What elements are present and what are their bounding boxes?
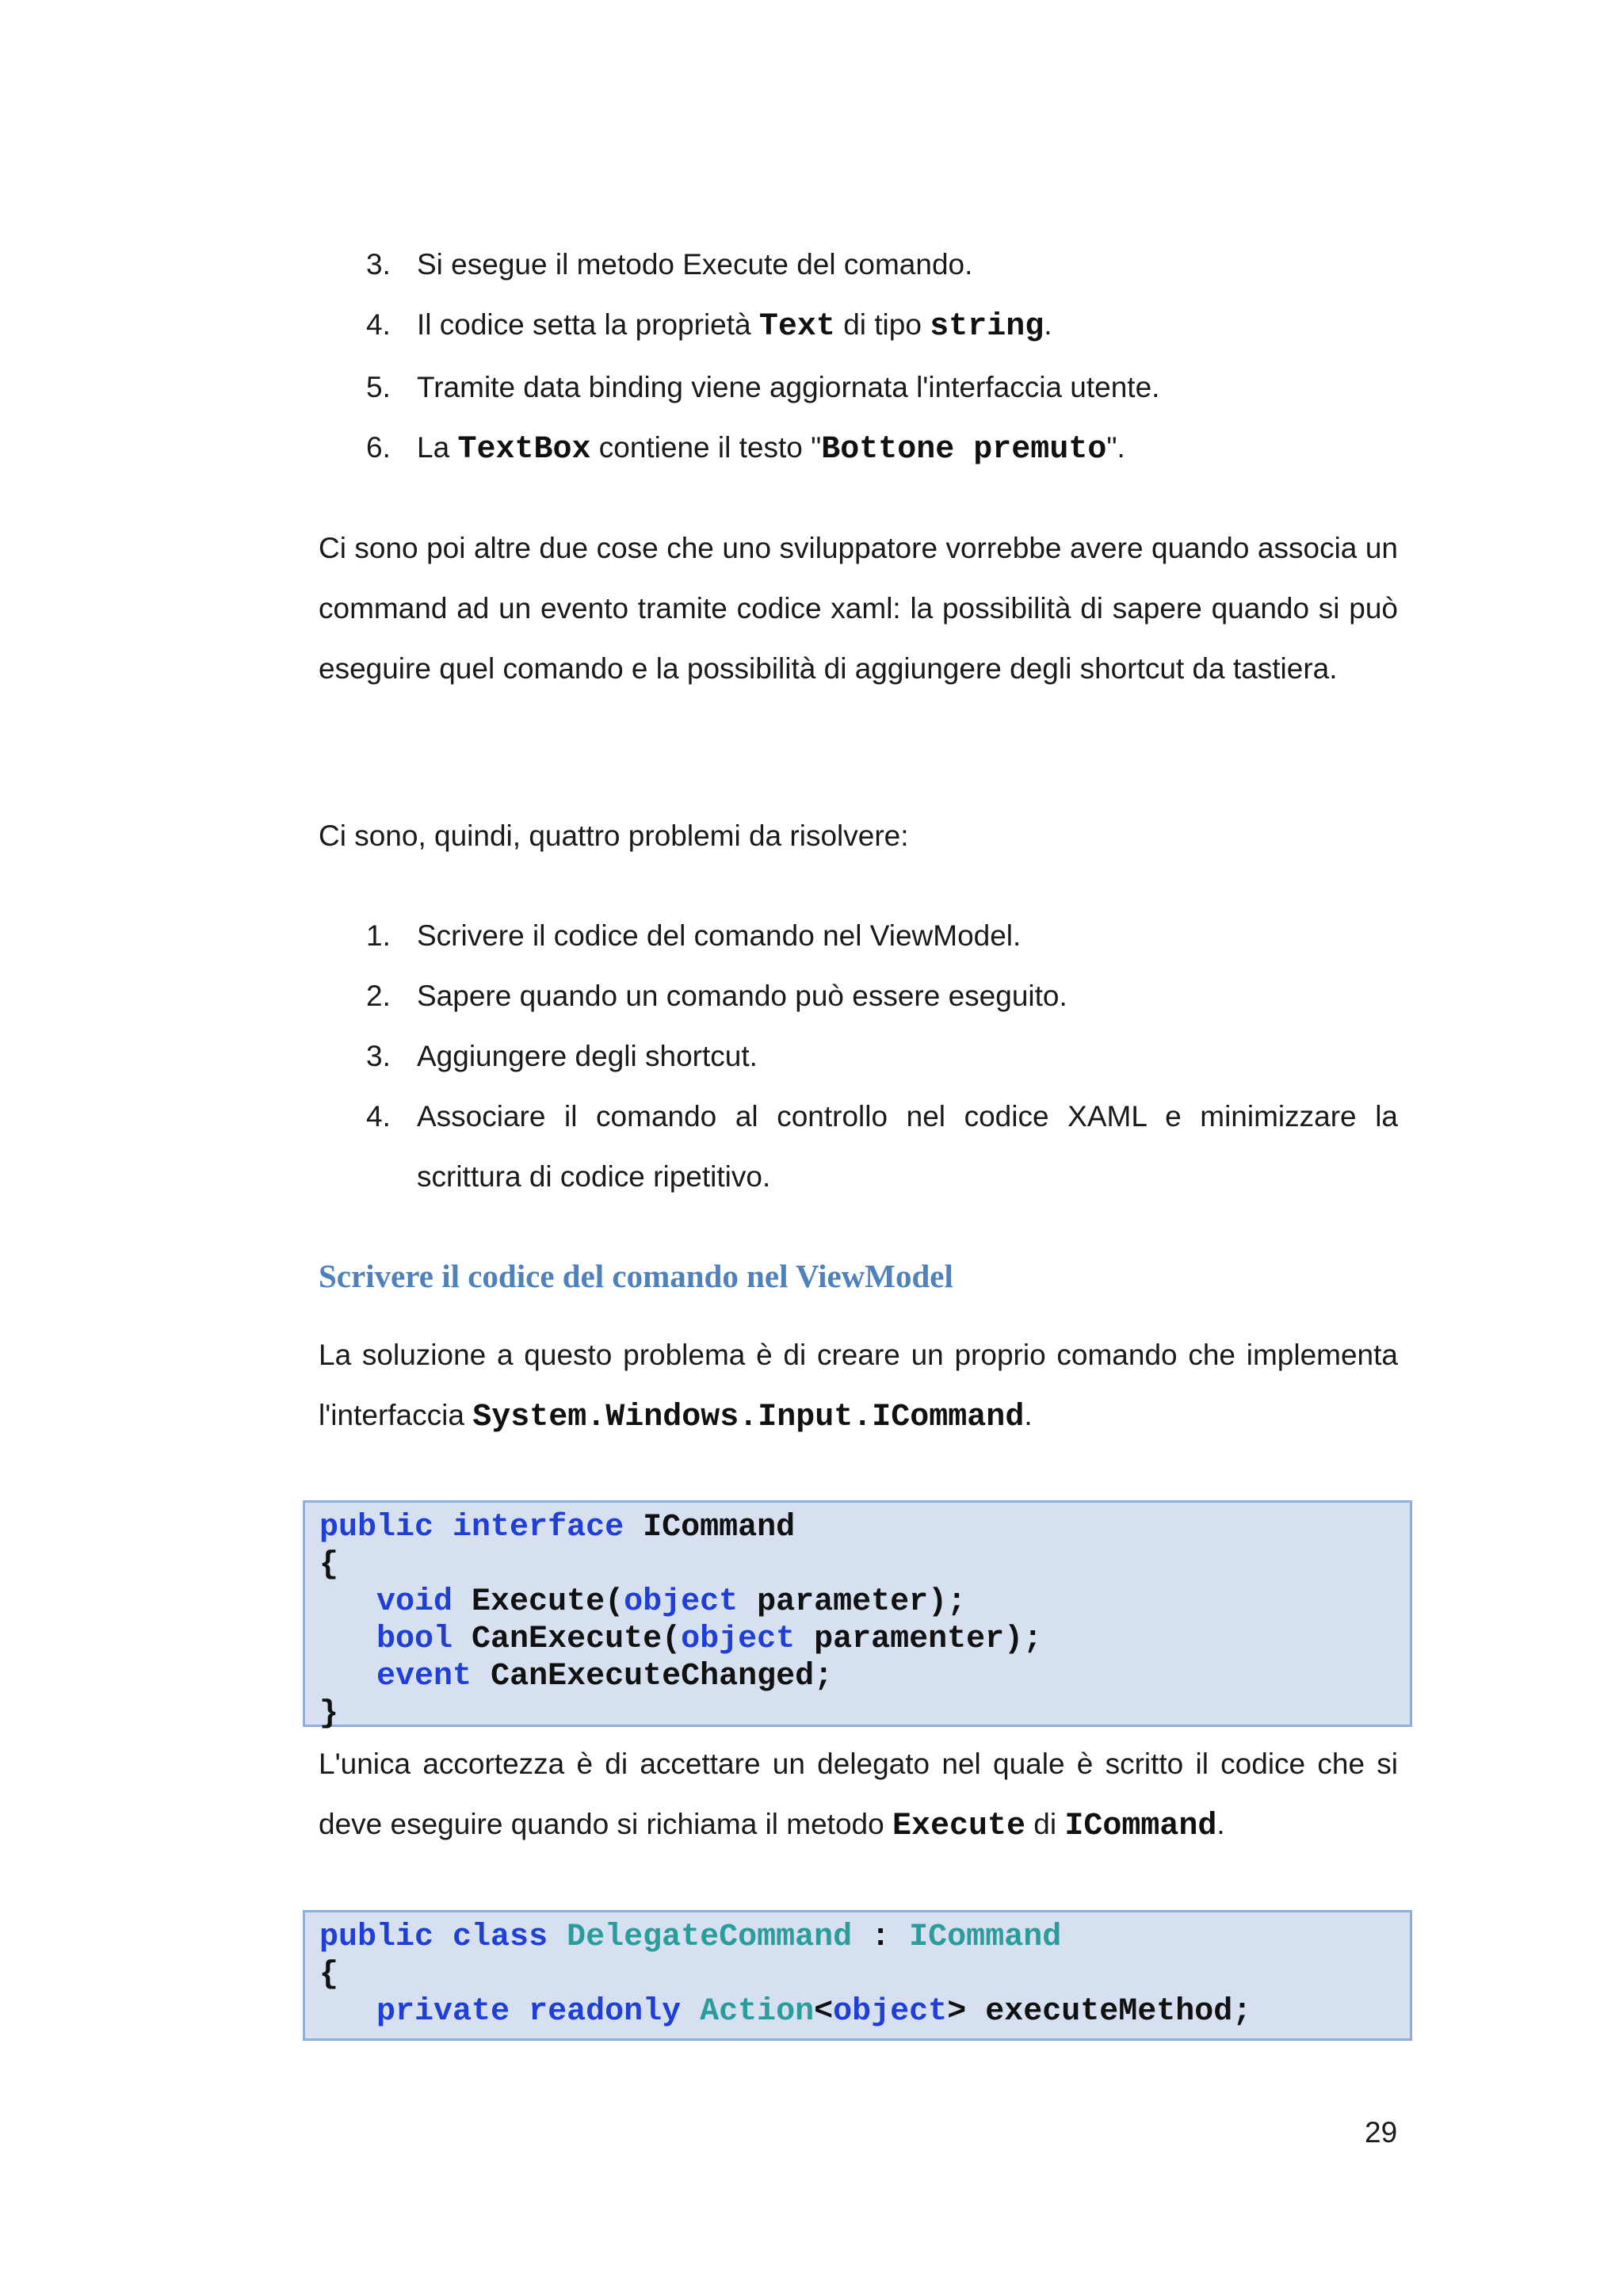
list-item xyxy=(319,235,1398,295)
list-text: di tipo xyxy=(834,308,930,341)
code-keyword: public xyxy=(319,1510,434,1545)
list-number: 4. xyxy=(366,308,391,341)
code-keyword: public xyxy=(319,1920,434,1955)
code-keyword: object xyxy=(833,1994,948,2030)
code-keyword: readonly xyxy=(529,1994,682,2030)
list-number: 4. xyxy=(366,1100,391,1133)
steps-list xyxy=(319,235,1398,480)
code-keyword: class xyxy=(453,1920,548,1955)
list-text: Associare il comando al controllo nel codice XAML e minimizzare la scrittura di codice ripetitivo. xyxy=(417,1100,1398,1193)
code-punctuation: : xyxy=(852,1920,910,1955)
problems-list xyxy=(319,906,1398,1207)
list-item xyxy=(319,418,1398,480)
code-keyword: void xyxy=(376,1584,453,1620)
paragraph-text: . xyxy=(1216,1808,1225,1840)
code-block xyxy=(303,1500,1412,1732)
code-identifier: paramenter); xyxy=(795,1622,1043,1657)
inline-code: System.Windows.Input.ICommand xyxy=(472,1400,1025,1435)
list-number: 6. xyxy=(366,431,391,464)
code-line: { xyxy=(319,1957,339,1992)
code-keyword: bool xyxy=(376,1622,453,1657)
code-identifier: executeMethod; xyxy=(966,1994,1252,2030)
code-identifier: ICommand xyxy=(643,1510,796,1545)
code-line xyxy=(319,1509,1410,1546)
code-identifier: parameter); xyxy=(738,1584,967,1620)
paragraph-text: di xyxy=(1025,1808,1065,1840)
paragraph-text: La soluzione a questo problema è di creare un proprio comando che implementa l'interfaccia xyxy=(319,1339,1398,1431)
paragraph: Ci sono, quindi, quattro problemi da risolvere: xyxy=(319,819,909,852)
code-identifier: CanExecuteChanged; xyxy=(491,1659,834,1694)
code-line: } xyxy=(319,1696,339,1732)
list-text: ". xyxy=(1106,431,1125,464)
code-punctuation: < xyxy=(814,1994,834,2030)
page-number: 29 xyxy=(1365,2116,1398,2149)
paragraph-text: L'unica accortezza è di accettare un delegato nel quale è scritto il codice che si deve eseguire quando si richiama il metodo xyxy=(319,1748,1398,1840)
list-text: Scrivere il codice del comando nel ViewModel. xyxy=(417,919,1022,952)
paragraph xyxy=(319,1734,1398,1857)
list-text: Tramite data binding viene aggiornata l'interfaccia utente. xyxy=(417,371,1160,403)
list-item xyxy=(319,295,1398,357)
inline-code: TextBox xyxy=(457,432,591,468)
inline-code: Text xyxy=(758,309,835,345)
inline-code: string xyxy=(930,309,1044,345)
code-type: DelegateCommand xyxy=(567,1920,853,1955)
list-number: 1. xyxy=(366,919,391,952)
section-heading: Scrivere il codice del comando nel ViewModel xyxy=(319,1258,953,1294)
list-text: . xyxy=(1044,308,1052,341)
code-keyword: interface xyxy=(453,1510,624,1545)
inline-code: Execute xyxy=(892,1809,1026,1844)
code-line xyxy=(319,1658,1410,1695)
list-number: 3. xyxy=(366,1040,391,1072)
list-text: contiene il testo " xyxy=(590,431,822,464)
list-text: Si esegue il metodo Execute del comando. xyxy=(417,248,973,281)
code-block xyxy=(303,1910,1412,2041)
code-line xyxy=(319,1584,1410,1621)
list-item xyxy=(319,357,1398,418)
code-punctuation: > xyxy=(947,1994,967,2030)
list-number: 5. xyxy=(366,371,391,403)
list-number: 2. xyxy=(366,980,391,1012)
code-line xyxy=(319,1993,1410,2030)
code-type: Action xyxy=(700,1994,815,2030)
paragraph: Ci sono poi altre due cose che uno sviluppatore vorrebbe avere quando associa un command ad un evento tramite codice xaml: la possibilità di sapere quando si può eseguire quel comando e la possibilità di aggiungere degli shortcut da tastiera. xyxy=(319,532,1398,685)
list-number: 3. xyxy=(366,248,391,281)
code-identifier: CanExecute( xyxy=(472,1622,682,1657)
inline-code: ICommand xyxy=(1064,1809,1217,1844)
list-text: Il codice setta la proprietà xyxy=(417,308,759,341)
inline-code: Bottone premuto xyxy=(821,432,1107,468)
code-identifier: Execute( xyxy=(472,1584,624,1620)
list-text: La xyxy=(417,431,458,464)
code-line xyxy=(319,1919,1410,1956)
paragraph-text: . xyxy=(1024,1399,1033,1431)
list-item xyxy=(319,1087,1398,1207)
list-text: Aggiungere degli shortcut. xyxy=(417,1040,758,1072)
code-keyword: object xyxy=(624,1584,739,1620)
code-line: { xyxy=(319,1547,339,1583)
code-keyword: event xyxy=(376,1659,472,1694)
paragraph xyxy=(319,1325,1398,1448)
list-text: Sapere quando un comando può essere eseguito. xyxy=(417,980,1067,1012)
code-keyword: object xyxy=(681,1622,796,1657)
list-item xyxy=(319,966,1398,1026)
code-type: ICommand xyxy=(909,1920,1062,1955)
code-line xyxy=(319,1621,1410,1658)
code-keyword: private xyxy=(376,1994,510,2030)
list-item xyxy=(319,1026,1398,1087)
list-item xyxy=(319,906,1398,966)
